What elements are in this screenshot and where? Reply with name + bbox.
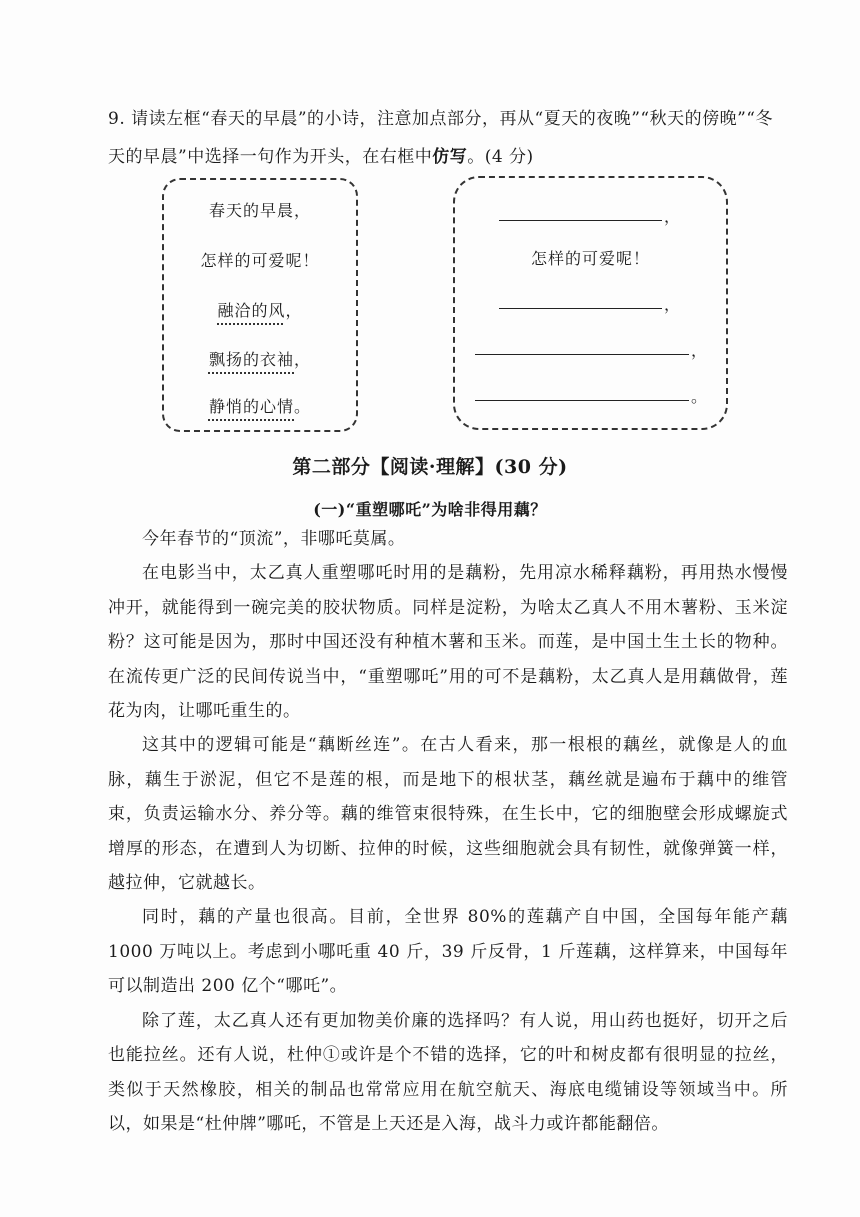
answer-blank-3[interactable] [475, 354, 689, 355]
paragraph-1: 今年春节的“顶流”，非哪吒莫属。 [142, 529, 406, 549]
example-poem-box [162, 178, 358, 432]
poem-line-5-punct: 。 [294, 397, 312, 416]
paragraph-2: 在电影当中，太乙真人重塑哪吒时用的是藕粉，先用凉水稀释藕粉，再用热水慢慢冲开，就能得到一碗完美的胶状物质。同样是淀粉，为啥太乙真人不用木薯粉、玉米淀粉？这可能是因为，那时中国还没有种植木薯和玉米。而莲，是中国土生土长的物种。在流传更广泛的民间传说当中，“重塑哪吒”用的可不是藕粉，太乙真人是用藕做骨，莲花为肉，让哪吒重生的。 [108, 563, 788, 722]
paragraph-3: 这其中的逻辑可能是“藕断丝连”。在古人看来，那一根根的藕丝，就像是人的血脉，藕生于淤泥，但它不是莲的根，而是地下的根状茎，藕丝就是遍布于藕中的维管束，负责运输水分、养分等。藕的维管束很特殊，在生长中，它的细胞壁会形成螺旋式增厚的形态，在遭到人为切断、拉伸的时候，这些细胞就会具有韧性，就像弹簧一样，越拉伸，它就越长。 [108, 735, 788, 894]
poem-line-5 [164, 394, 356, 417]
poem-line-3 [164, 298, 356, 321]
paragraph-4: 同时，藕的产量也很高。目前，全世界 80%的莲藕产自中国，全国每年能产藕 1000 万吨以上。考虑到小哪吒重 40 斤，39 斤反骨，1 斤莲藕，这样算来，中国每年可以制造出 200 亿个“哪吒”。 [108, 907, 788, 997]
section-title: 第二部分【阅读·理解】(30 分) [292, 456, 568, 478]
question-9-score: 。(4 分) [467, 147, 534, 167]
poem-line-1: 春天的早晨， [208, 201, 311, 220]
answer-blank-1-punct: ， [664, 207, 681, 226]
answer-blank-4-punct: 。 [691, 387, 708, 406]
paragraph-5: 除了莲，太乙真人还有更加物美价廉的选择吗？有人说，用山药也挺好，切开之后也能拉丝。还有人说，杜仲①或许是个不错的选择，它的叶和树皮都有很明显的拉丝，类似于天然橡胶，相关的制品也常常应用在航空航天、海底电缆铺设等领域当中。所以，如果是“杜仲牌”哪吒，不管是上天还是入海，战斗力或许都能翻倍。 [108, 1010, 788, 1134]
poem-line-4-punct: ， [294, 350, 312, 369]
article-body [108, 522, 788, 1141]
answer-blank-4[interactable] [475, 400, 689, 401]
article-title: (一)“重塑哪吒”为啥非得用藕？ [313, 500, 547, 519]
answer-blank-2[interactable] [499, 308, 662, 309]
poem-line-2: 怎样的可爱呢！ [200, 251, 320, 270]
question-9 [108, 100, 788, 176]
answer-blank-1[interactable] [499, 220, 662, 221]
answer-blank-2-punct: ， [664, 295, 681, 314]
poem-line-4-emphasis: 飘扬的衣袖 [208, 350, 294, 369]
poem-line-3-emphasis: 融洽的风 [217, 301, 286, 320]
imitation-line-2: 怎样的可爱呢！ [530, 249, 650, 268]
poem-line-3-punct: ， [285, 301, 303, 320]
poem-line-4 [164, 347, 356, 370]
answer-blank-3-punct: ， [691, 341, 708, 360]
question-9-text: 9. 请读左框“春天的早晨”的小诗，注意加点部分，再从“夏天的夜晚”“秋天的傍晚”“冬天的早晨”中选择一句作为开头，在右框中 [108, 109, 773, 167]
question-9-emphasis: 仿写 [432, 147, 468, 167]
poem-line-5-emphasis: 静悄的心情 [208, 397, 294, 416]
imitation-writing-box[interactable] [453, 176, 728, 430]
